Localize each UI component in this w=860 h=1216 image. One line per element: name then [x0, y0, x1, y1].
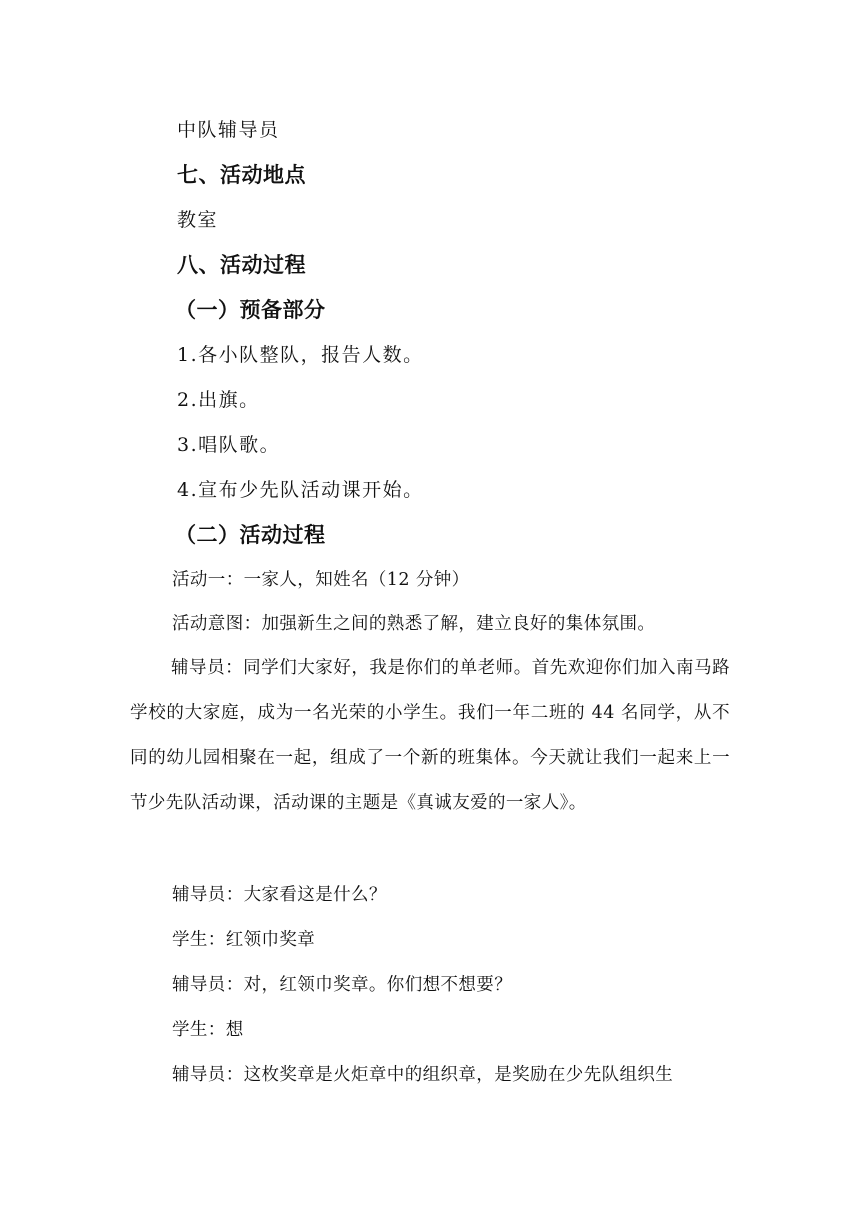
intro-paragraph: 辅导员：同学们大家好，我是你们的单老师。首先欢迎你们加入南马路学校的大家庭，成为一名光荣的小学生。我们一年二班的 44 名同学，从不同的幼儿园相聚在一起，组成了一个新的班集体。今天就让我们一起来上一节少先队活动课，活动课的主题是《真诚友爱的一家人》。 [130, 658, 730, 813]
dialogue-line: 辅导员：这枚奖章是火炬章中的组织章，是奖励在少先队组织生 [172, 1065, 674, 1085]
list-item: 2.出旗。 [177, 389, 260, 411]
dialogue-line: 辅导员：大家看这是什么？ [172, 885, 387, 905]
subsection-heading: （一）预备部分 [175, 298, 326, 322]
section-heading: 八、活动过程 [177, 253, 306, 277]
text-line: 教室 [177, 209, 219, 231]
section-heading: 七、活动地点 [177, 163, 306, 187]
list-item: 1.各小队整队，报告人数。 [177, 344, 424, 366]
dialogue-line: 学生：红领巾奖章 [172, 930, 316, 950]
activity-title: 活动一：一家人，知姓名（12 分钟） [172, 570, 470, 590]
list-item: 4.宣布少先队活动课开始。 [177, 479, 424, 501]
dialogue-line: 学生：想 [172, 1020, 244, 1040]
subsection-heading: （二）活动过程 [175, 523, 326, 547]
dialogue-line: 辅导员：对，红领巾奖章。你们想不想要？ [172, 975, 513, 995]
activity-intent: 活动意图：加强新生之间的熟悉了解，建立良好的集体氛围。 [172, 614, 656, 634]
list-item: 3.唱队歌。 [177, 434, 281, 456]
text-line: 中队辅导员 [177, 119, 280, 141]
